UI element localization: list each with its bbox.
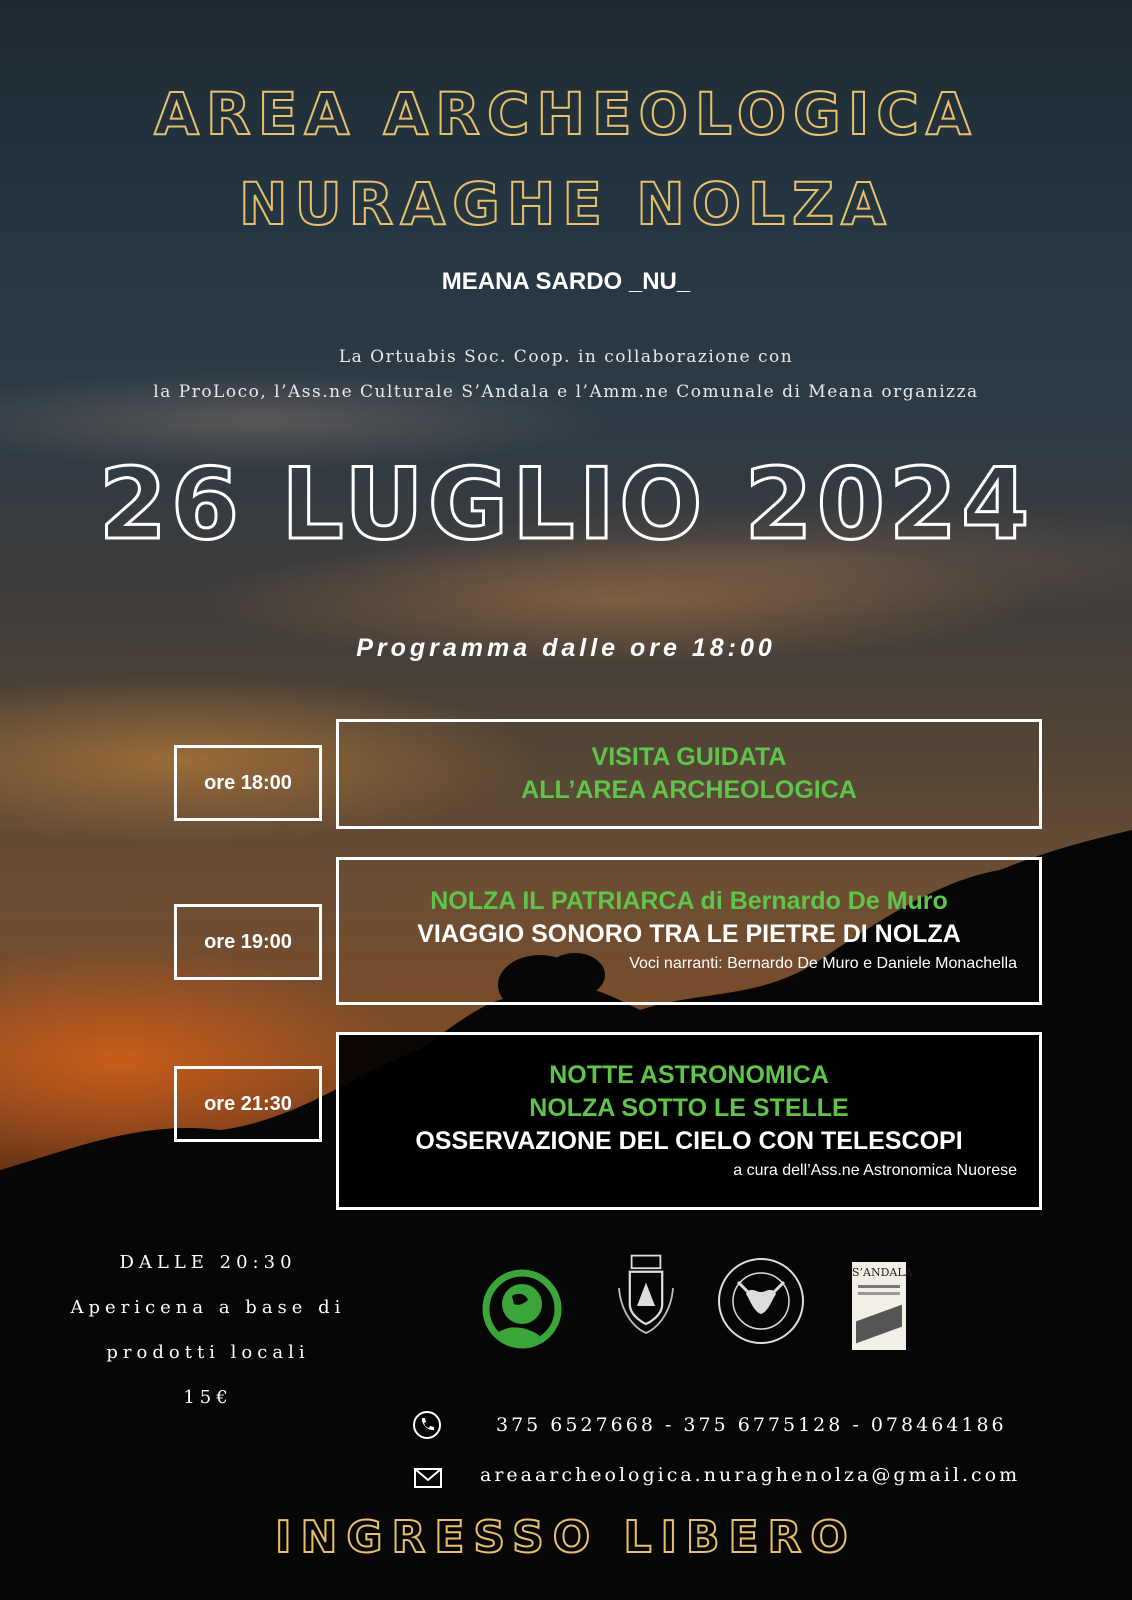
event-box-1 bbox=[336, 719, 1042, 829]
location-subtitle: MEANA SARDO _NU_ bbox=[441, 268, 691, 295]
organizers-line-1: La Ortuabis Soc. Coop. in collaborazione con bbox=[338, 347, 794, 367]
sandala-book-logo bbox=[852, 1262, 913, 1350]
proloco-bull-logo bbox=[716, 1256, 806, 1346]
phone-numbers: 375 6527668 - 375 6775128 - 078464186 bbox=[496, 1414, 1007, 1436]
mail-icon bbox=[414, 1468, 442, 1488]
event-3-note: a cura dell’Ass.ne Astronomica Nuorese bbox=[733, 1161, 1017, 1179]
event-date: 26 LUGLIO 2024 bbox=[98, 448, 1034, 562]
apericena-line-1: DALLE 20:30 bbox=[119, 1252, 297, 1273]
phone-icon bbox=[412, 1410, 442, 1440]
event-box-2 bbox=[336, 857, 1042, 1005]
sandala-logo-text: S’ANDALA bbox=[852, 1266, 913, 1279]
globe-leaf-logo bbox=[482, 1264, 562, 1354]
apericena-line-2: Apericena a base di bbox=[70, 1297, 346, 1318]
event-2-subtitle: VIAGGIO SONORO TRA LE PIETRE DI NOLZA bbox=[417, 920, 961, 948]
title-line-1: AREA ARCHEOLOGICA bbox=[154, 80, 978, 148]
time-box-3: ore 21:30 bbox=[174, 1066, 322, 1142]
event-3-title-2: NOLZA SOTTO LE STELLE bbox=[529, 1093, 849, 1122]
apericena-info bbox=[38, 1240, 378, 1420]
apericena-price: 15€ bbox=[183, 1387, 233, 1408]
time-box-2: ore 19:00 bbox=[174, 904, 322, 980]
event-3-subtitle: OSSERVAZIONE DEL CIELO CON TELESCOPI bbox=[415, 1126, 963, 1155]
event-box-3 bbox=[336, 1032, 1042, 1210]
event-2-title: NOLZA IL PATRIARCA di Bernardo De Muro bbox=[430, 887, 948, 915]
event-2-note: Voci narranti: Bernardo De Muro e Daniele Monachella bbox=[629, 955, 1017, 972]
municipal-crest-logo bbox=[606, 1252, 686, 1342]
organizers-line-2: la ProLoco, l’Ass.ne Culturale S’Andala e l’Amm.ne Comunale di Meana organizza bbox=[153, 382, 979, 402]
event-3-title-1: NOTTE ASTRONOMICA bbox=[549, 1060, 829, 1089]
free-entry-footer: INGRESSO LIBERO bbox=[275, 1512, 857, 1563]
apericena-line-3: prodotti locali bbox=[106, 1342, 310, 1363]
title-line-2: NURAGHE NOLZA bbox=[239, 170, 893, 238]
time-box-1: ore 18:00 bbox=[174, 745, 322, 821]
organizers-text bbox=[0, 340, 1132, 410]
event-1-title-2: ALL’AREA ARCHEOLOGICA bbox=[521, 776, 857, 804]
email-address: areaarcheologica.nuraghenolza@gmail.com bbox=[480, 1464, 1021, 1486]
event-1-title-1: VISITA GUIDATA bbox=[591, 743, 787, 771]
program-heading: Programma dalle ore 18:00 bbox=[356, 634, 776, 662]
